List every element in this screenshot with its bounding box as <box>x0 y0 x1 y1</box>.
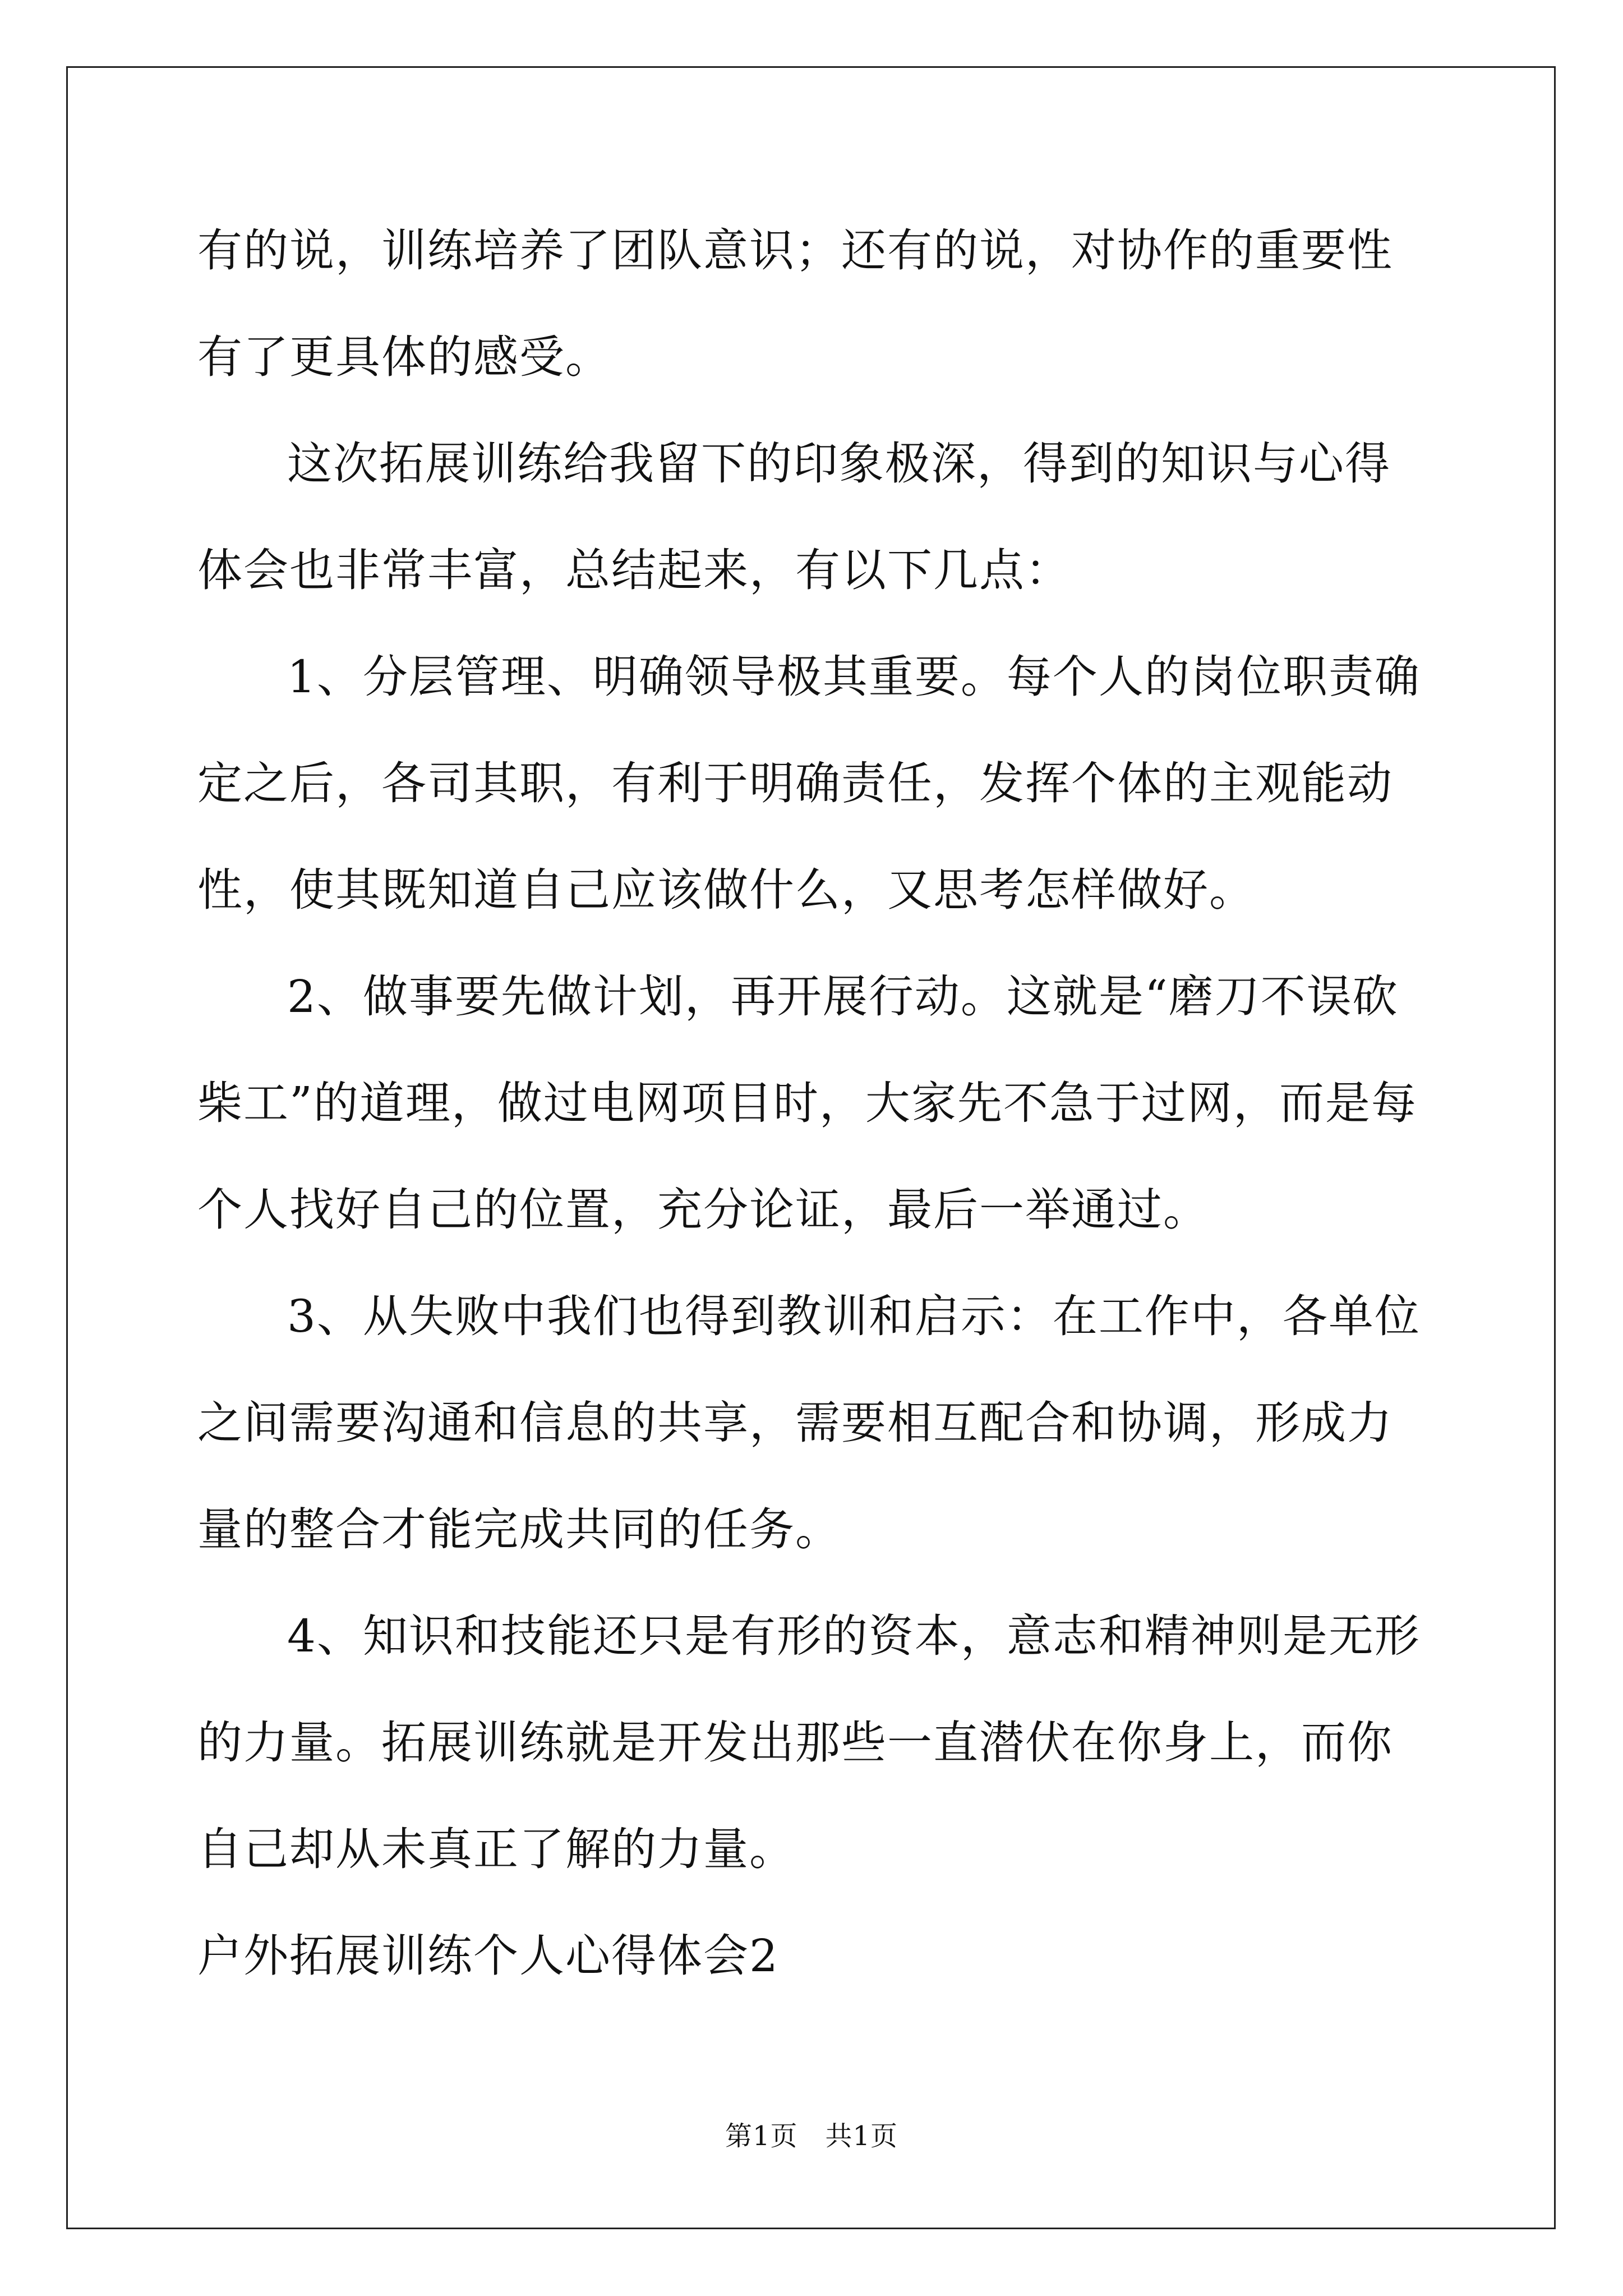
page-footer: 第1页 共1页 <box>725 2120 898 2152</box>
paragraph-1: 有的说，训练培养了团队意识；还有的说，对协作的重要性有了更具体的感受。 <box>197 224 1393 383</box>
paragraph-5: 3、从失败中我们也得到教训和启示：在工作中，各单位之间需要沟通和信息的共享，需要相互配合和协调，形成力量的整合才能完成共同的任务。 <box>197 1290 1421 1556</box>
section-heading: 户外拓展训练个人心得体会2 <box>197 1930 779 1982</box>
document-body <box>197 197 1426 2009</box>
paragraph-4: 2、做事要先做计划，再开展行动。这就是“磨刀不误砍柴工”的道理，做过电网项目时，大家先不急于过网，而是每个人找好自己的位置，充分论证，最后一举通过。 <box>197 970 1417 1236</box>
paragraph-2: 这次拓展训练给我留下的印象极深，得到的知识与心得体会也非常丰富，总结起来，有以下几点： <box>197 438 1391 596</box>
paragraph-3: 1、分层管理、明确领导极其重要。每个人的岗位职责确定之后，各司其职，有利于明确责任，发挥个体的主观能动性，使其既知道自己应该做什么，又思考怎样做好。 <box>197 651 1421 916</box>
paragraph-6: 4、知识和技能还只是有形的资本，意志和精神则是无形的力量。拓展训练就是开发出那些一直潜伏在你身上，而你自己却从未真正了解的力量。 <box>197 1610 1421 1875</box>
